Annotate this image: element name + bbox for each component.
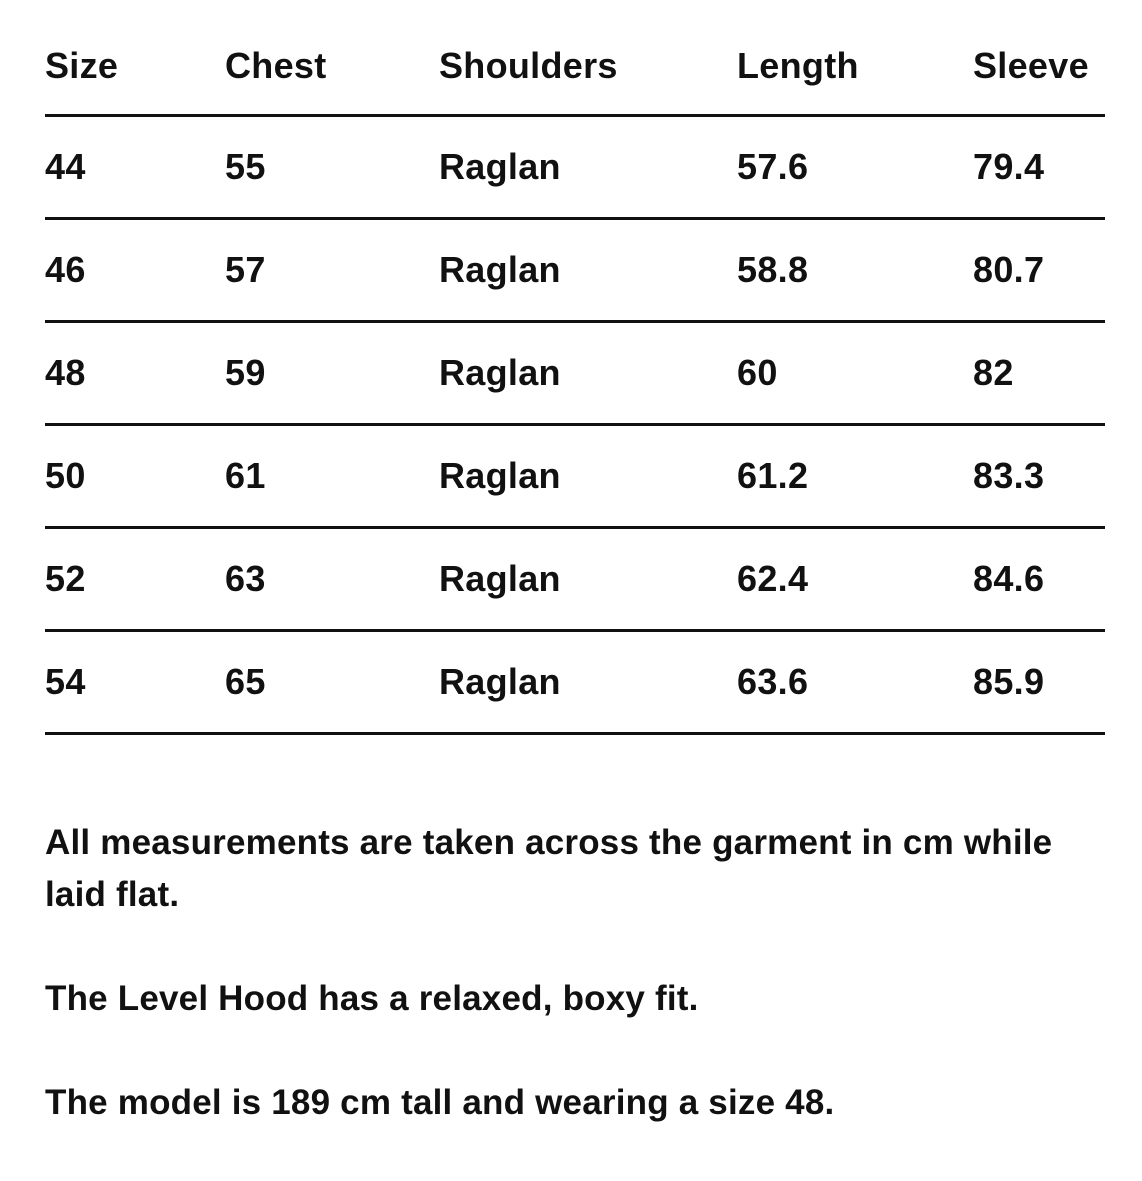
cell-size: 52 <box>45 527 225 630</box>
cell-chest: 63 <box>225 527 439 630</box>
header-length: Length <box>737 0 973 115</box>
cell-sleeve: 80.7 <box>973 218 1105 321</box>
cell-sleeve: 84.6 <box>973 527 1105 630</box>
header-size: Size <box>45 0 225 115</box>
cell-size: 46 <box>45 218 225 321</box>
cell-size: 50 <box>45 424 225 527</box>
header-shoulders: Shoulders <box>439 0 737 115</box>
cell-length: 57.6 <box>737 115 973 218</box>
size-guide <box>45 0 1105 1181</box>
cell-sleeve: 79.4 <box>973 115 1105 218</box>
cell-sleeve: 83.3 <box>973 424 1105 527</box>
table-row <box>45 218 1105 321</box>
cell-length: 62.4 <box>737 527 973 630</box>
header-row <box>45 0 1105 115</box>
cell-shoulders: Raglan <box>439 424 737 527</box>
cell-chest: 55 <box>225 115 439 218</box>
table-row <box>45 527 1105 630</box>
cell-size: 44 <box>45 115 225 218</box>
cell-length: 61.2 <box>737 424 973 527</box>
cell-size: 54 <box>45 630 225 733</box>
header-sleeve: Sleeve <box>973 0 1105 115</box>
cell-shoulders: Raglan <box>439 321 737 424</box>
cell-shoulders: Raglan <box>439 630 737 733</box>
table-row <box>45 321 1105 424</box>
cell-size: 48 <box>45 321 225 424</box>
table-row <box>45 115 1105 218</box>
cell-length: 58.8 <box>737 218 973 321</box>
notes-section <box>45 817 1105 1129</box>
table-row <box>45 630 1105 733</box>
cell-length: 60 <box>737 321 973 424</box>
cell-shoulders: Raglan <box>439 218 737 321</box>
header-chest: Chest <box>225 0 439 115</box>
cell-shoulders: Raglan <box>439 527 737 630</box>
cell-chest: 59 <box>225 321 439 424</box>
cell-length: 63.6 <box>737 630 973 733</box>
cell-chest: 61 <box>225 424 439 527</box>
fit-note: The Level Hood has a relaxed, boxy fit. <box>45 978 699 1018</box>
cell-sleeve: 85.9 <box>973 630 1105 733</box>
measurement-note: All measurements are taken across the garment in cm while laid flat. <box>45 822 1053 914</box>
table-body <box>45 115 1105 733</box>
cell-sleeve: 82 <box>973 321 1105 424</box>
table-header <box>45 0 1105 115</box>
cell-chest: 65 <box>225 630 439 733</box>
cell-chest: 57 <box>225 218 439 321</box>
model-note: The model is 189 cm tall and wearing a size 48. <box>45 1082 835 1122</box>
size-table <box>45 0 1105 735</box>
cell-shoulders: Raglan <box>439 115 737 218</box>
table-row <box>45 424 1105 527</box>
